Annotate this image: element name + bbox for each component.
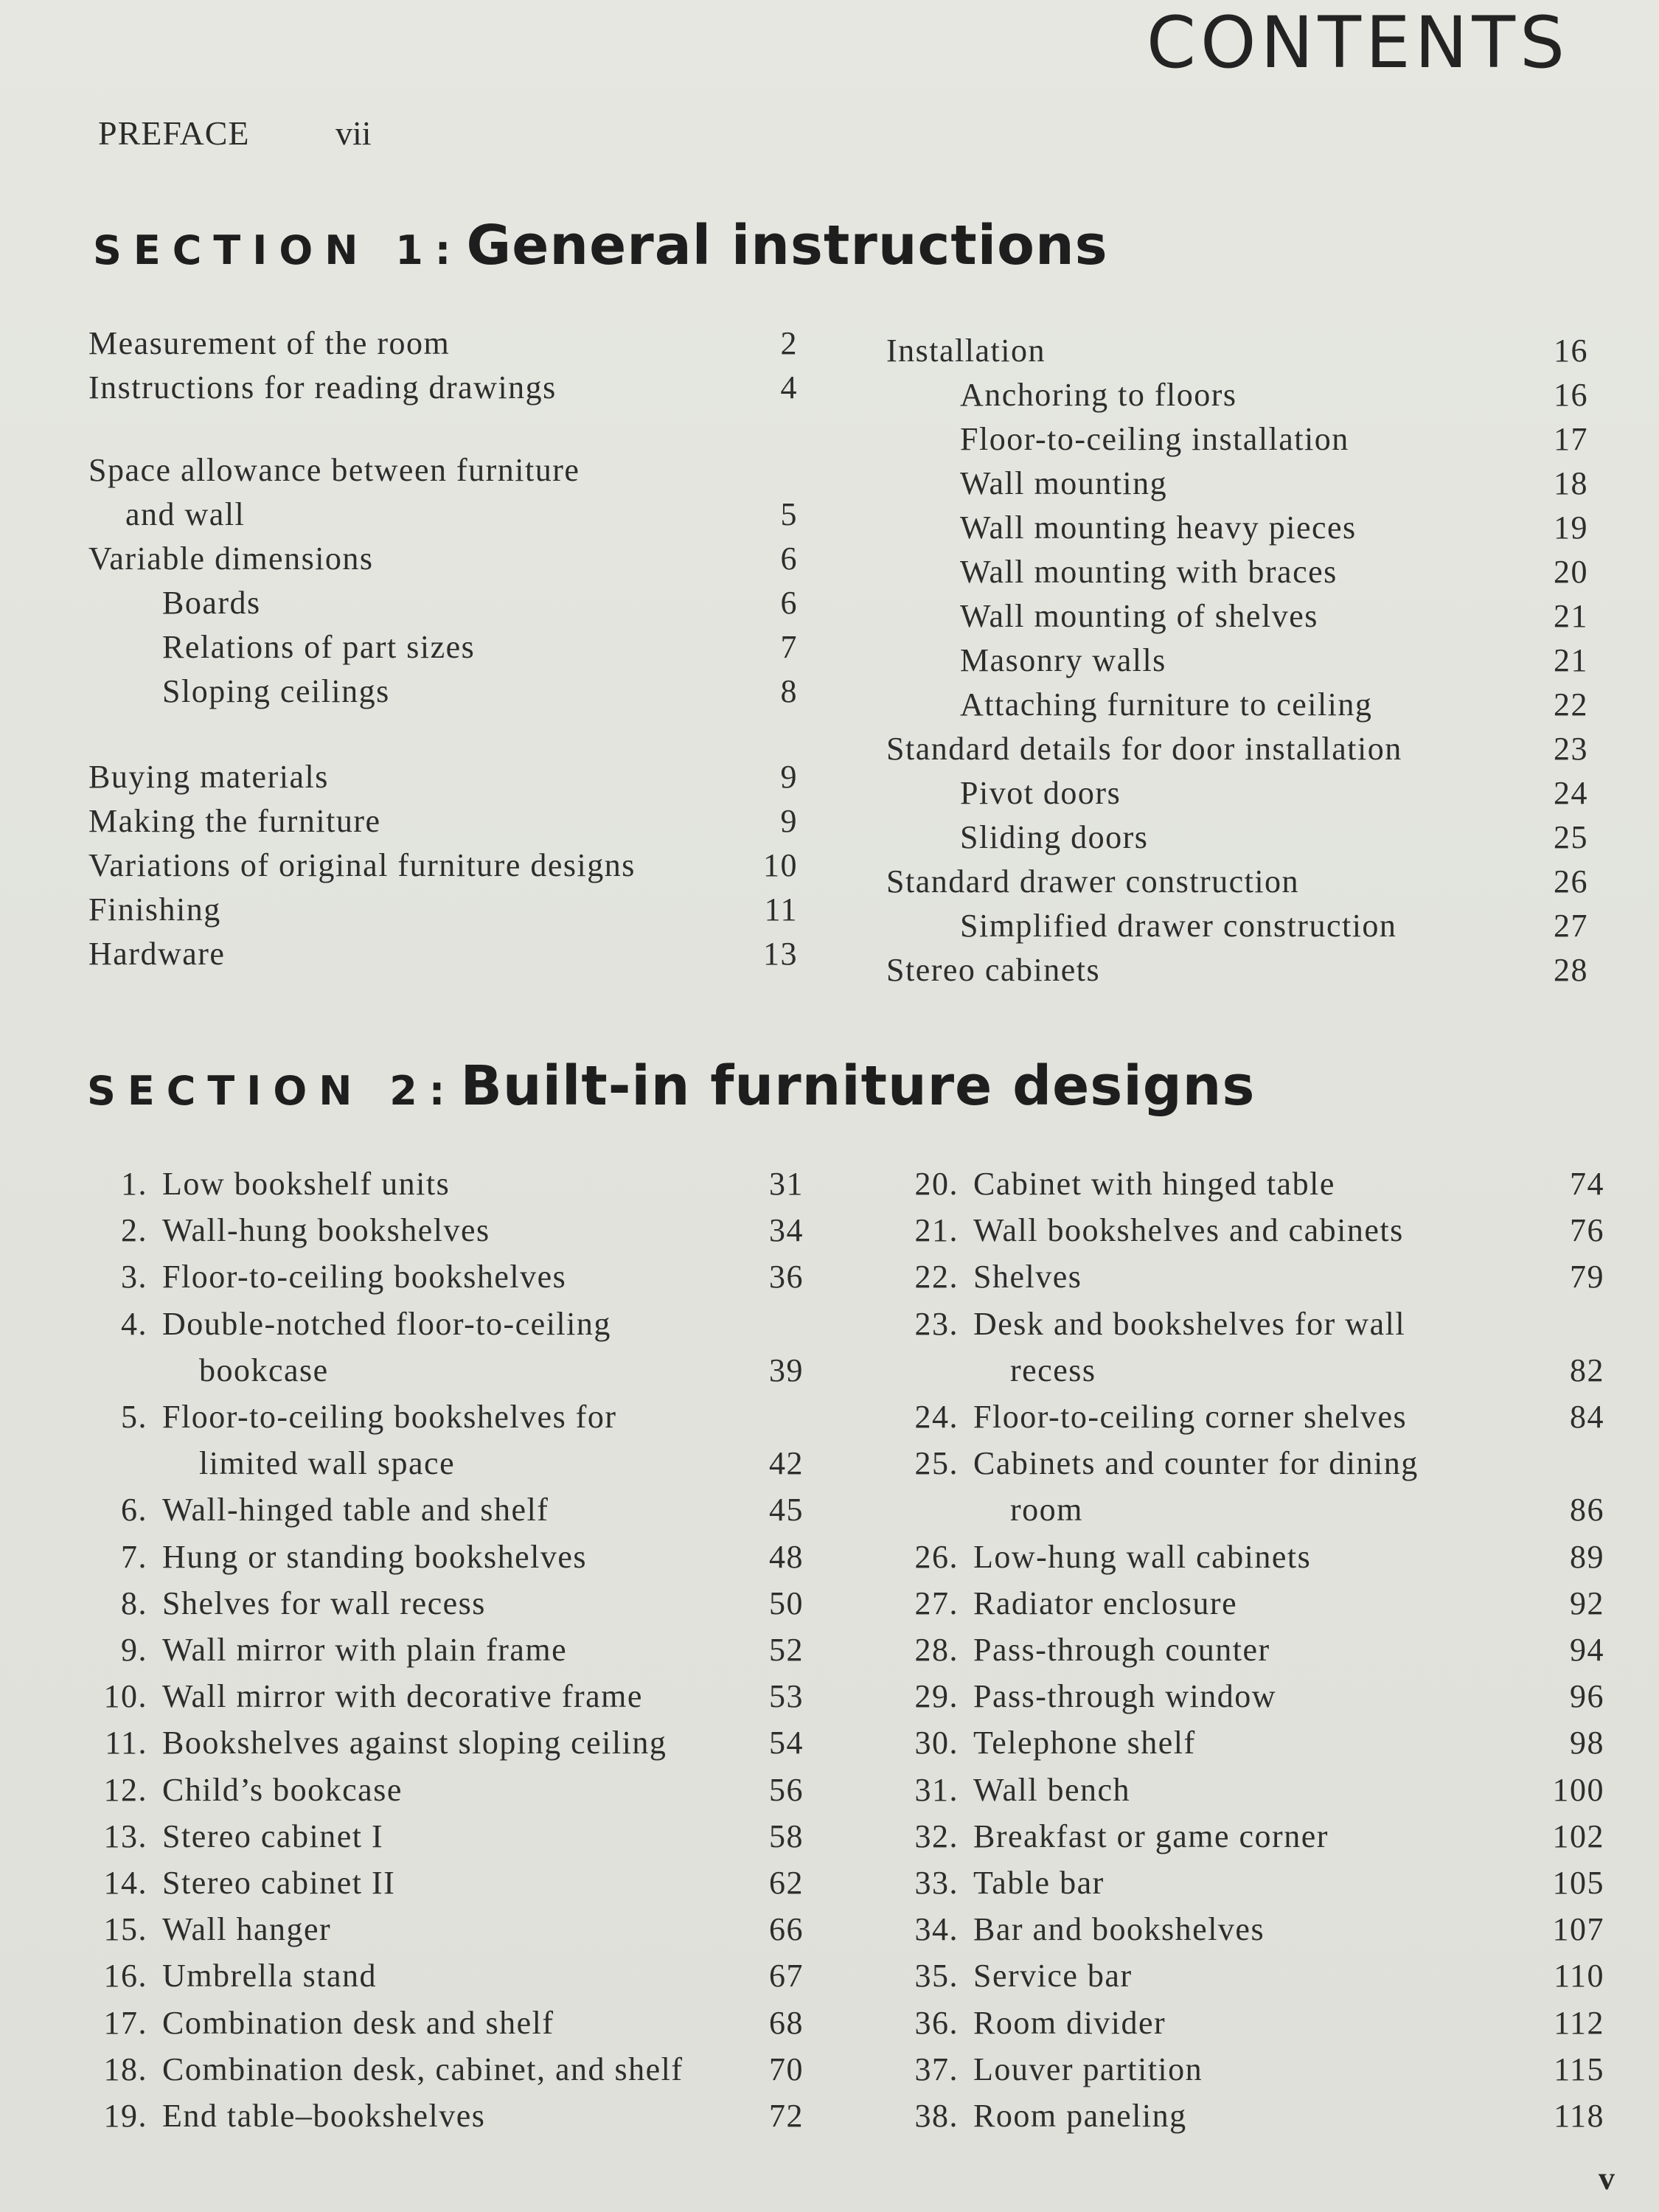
toc-design-number: 19. [103, 2098, 147, 2134]
toc-design-number: 17. [103, 2005, 147, 2041]
toc-design-title: Wall mirror with decorative frame [162, 1678, 643, 1714]
toc-entry-title: Hardware [88, 936, 226, 972]
toc-entry[interactable] [886, 774, 1588, 812]
toc-entry-title: Relations of part sizes [162, 629, 476, 665]
toc-entry[interactable] [886, 332, 1588, 369]
toc-design-page: 31 [769, 1166, 804, 1202]
section-1-title: General instructions [466, 214, 1108, 277]
toc-entry[interactable] [886, 509, 1588, 546]
toc-entry-page: 28 [1554, 952, 1588, 988]
toc-entry[interactable] [88, 324, 798, 362]
toc-entry[interactable] [886, 907, 1588, 945]
toc-entry-title: Variations of original furniture designs [88, 847, 636, 883]
toc-entry-title: Attaching furniture to ceiling [960, 686, 1373, 723]
toc-design-page: 39 [769, 1352, 804, 1388]
toc-design-number: 3. [121, 1259, 147, 1295]
toc-design-page: 53 [769, 1678, 804, 1714]
section-2-label: SECTION 2: [87, 1068, 457, 1114]
toc-entry[interactable] [88, 495, 798, 533]
toc-design-page: 115 [1554, 2051, 1604, 2087]
page-title: CONTENTS [1146, 1, 1569, 84]
toc-design-title: Hung or standing bookshelves [162, 1539, 588, 1575]
toc-entry-page: 13 [763, 936, 798, 972]
toc-design-page: 48 [769, 1539, 804, 1575]
toc-entry[interactable] [88, 540, 798, 577]
toc-entry-title: Wall mounting of shelves [960, 598, 1318, 634]
toc-entry[interactable] [88, 369, 798, 406]
toc-design-number: 23. [914, 1306, 959, 1342]
toc-design-number: 33. [914, 1865, 959, 1901]
toc-design-title: Wall mirror with plain frame [162, 1632, 568, 1668]
toc-design-title: Low-hung wall cabinets [973, 1539, 1312, 1575]
toc-entry-title: Variable dimensions [88, 540, 374, 577]
toc-design-number: 34. [914, 1911, 959, 1947]
toc-design-number: 9. [121, 1632, 147, 1668]
toc-entry-page: 6 [780, 585, 798, 621]
toc-design-number: 26. [914, 1539, 959, 1575]
toc-design-page: 68 [769, 2005, 804, 2041]
toc-design-number: 4. [121, 1306, 147, 1342]
toc-entry[interactable] [886, 863, 1588, 900]
toc-entry-page: 21 [1554, 642, 1588, 678]
preface-label: PREFACE [98, 114, 250, 152]
toc-design-title: Telephone shelf [973, 1725, 1196, 1761]
toc-entry-title: Standard drawer construction [886, 863, 1300, 900]
toc-design-title: Floor-to-ceiling corner shelves [973, 1399, 1408, 1435]
toc-entry-title: and wall [125, 496, 246, 532]
toc-entry[interactable] [88, 891, 798, 928]
toc-design-number: 24. [914, 1399, 959, 1435]
section-2-title: Built-in furniture designs [460, 1054, 1256, 1118]
toc-entry-page: 27 [1554, 908, 1588, 944]
toc-design-page: 118 [1554, 2098, 1604, 2134]
toc-design-title: Wall-hinged table and shelf [162, 1492, 549, 1528]
toc-entry-title: Floor-to-ceiling installation [960, 421, 1349, 457]
toc-design-number: 35. [914, 1958, 959, 1994]
toc-design-number: 25. [914, 1445, 959, 1481]
toc-design-page: 54 [769, 1725, 804, 1761]
toc-entry[interactable] [886, 376, 1588, 414]
toc-design-title: Cabinets and counter for dining [973, 1445, 1419, 1481]
toc-design-title: bookcase [199, 1352, 329, 1388]
toc-design-title: Desk and bookshelves for wall [973, 1306, 1406, 1342]
toc-design-title: Floor-to-ceiling bookshelves [162, 1259, 567, 1295]
toc-entry[interactable] [88, 584, 798, 622]
toc-design-title: Combination desk, cabinet, and shelf [162, 2051, 684, 2087]
section-1-heading [93, 214, 1108, 277]
toc-entry-page: 10 [763, 847, 798, 883]
toc-design-page: 94 [1570, 1632, 1604, 1668]
toc-entry-page: 20 [1554, 554, 1588, 590]
toc-design-page: 36 [769, 1259, 804, 1295]
toc-design-number: 8. [121, 1585, 147, 1621]
toc-design-number: 13. [103, 1818, 147, 1854]
toc-design-page: 50 [769, 1585, 804, 1621]
toc-design-number: 2. [121, 1212, 147, 1248]
preface-page: vii [335, 114, 372, 152]
toc-entry-title: Simplified drawer construction [960, 908, 1397, 944]
toc-design-title: Bar and bookshelves [973, 1911, 1265, 1947]
toc-design-number: 38. [914, 2098, 959, 2134]
toc-design-number: 14. [103, 1865, 147, 1901]
toc-design-page: 58 [769, 1818, 804, 1854]
toc-design-page: 45 [769, 1492, 804, 1528]
toc-design-title: Table bar [973, 1865, 1105, 1901]
toc-design-title: End table–bookshelves [162, 2098, 486, 2134]
toc-design-page: 70 [769, 2051, 804, 2087]
toc-design-page: 112 [1554, 2005, 1604, 2041]
toc-design-title: Bookshelves against sloping ceiling [162, 1725, 667, 1761]
toc-entry-page: 24 [1554, 775, 1588, 811]
toc-design-number: 37. [914, 2051, 959, 2087]
toc-design-page: 89 [1570, 1539, 1604, 1575]
toc-design-page: 67 [769, 1958, 804, 1994]
toc-entry-title: Finishing [88, 891, 221, 928]
toc-entry[interactable] [886, 420, 1588, 458]
toc-design-number: 30. [914, 1725, 959, 1761]
toc-design-number: 22. [914, 1259, 959, 1295]
toc-design-title: Child’s bookcase [162, 1772, 403, 1808]
toc-design-title: Wall hanger [162, 1911, 332, 1947]
toc-design-page: 98 [1570, 1725, 1604, 1761]
toc-entry[interactable] [88, 451, 798, 489]
toc-design-number: 5. [121, 1399, 147, 1435]
toc-design-number: 10. [103, 1678, 147, 1714]
toc-design-page: 82 [1570, 1352, 1604, 1388]
toc-design-number: 36. [914, 2005, 959, 2041]
toc-entry-page: 25 [1554, 819, 1588, 855]
toc-entry-page: 7 [780, 629, 798, 665]
toc-entry-title: Instructions for reading drawings [88, 369, 557, 406]
toc-design-title: recess [1010, 1352, 1096, 1388]
toc-entry-page: 8 [780, 673, 798, 709]
toc-design-title: Wall bookshelves and cabinets [973, 1212, 1404, 1248]
toc-design-number: 32. [914, 1818, 959, 1854]
toc-entry-title: Sloping ceilings [162, 673, 390, 709]
toc-entry-title: Pivot doors [960, 775, 1121, 811]
page-number: v [1599, 2160, 1615, 2197]
toc-entry-title: Buying materials [88, 759, 329, 795]
toc-entry-title: Sliding doors [960, 819, 1149, 855]
toc-entry-title: Boards [162, 585, 261, 621]
toc-entry[interactable] [886, 641, 1588, 679]
toc-entry-page: 17 [1554, 421, 1588, 457]
toc-design-page: 56 [769, 1772, 804, 1808]
toc-design-title: Cabinet with hinged table [973, 1166, 1335, 1202]
toc-design-number: 11. [105, 1725, 147, 1761]
toc-design-number: 6. [121, 1492, 147, 1528]
toc-entry[interactable] [88, 935, 798, 973]
toc-design-title: Wall-hung bookshelves [162, 1212, 490, 1248]
toc-entry-title: Standard details for door installation [886, 731, 1402, 767]
toc-entry-page: 26 [1554, 863, 1588, 900]
toc-design-title: Radiator enclosure [973, 1585, 1238, 1621]
toc-entry-page: 6 [780, 540, 798, 577]
toc-entry-page: 5 [780, 496, 798, 532]
toc-entry-title: Wall mounting heavy pieces [960, 509, 1357, 546]
toc-design-title: Double-notched floor-to-ceiling [162, 1306, 611, 1342]
toc-design-title: Room divider [973, 2005, 1166, 2041]
toc-design-page: 74 [1570, 1166, 1604, 1202]
toc-entry-page: 9 [780, 759, 798, 795]
toc-entry-title: Stereo cabinets [886, 952, 1101, 988]
toc-design-page: 86 [1570, 1492, 1604, 1528]
toc-design-number: 29. [914, 1678, 959, 1714]
toc-entry-page: 18 [1554, 465, 1588, 501]
toc-design-number: 27. [914, 1585, 959, 1621]
toc-entry[interactable] [886, 597, 1588, 635]
toc-entry[interactable] [88, 846, 798, 884]
toc-entry-page: 11 [764, 891, 798, 928]
toc-design-number: 21. [914, 1212, 959, 1248]
toc-design-page: 92 [1570, 1585, 1604, 1621]
toc-entry-title: Installation [886, 333, 1046, 369]
toc-entry-page: 21 [1554, 598, 1588, 634]
toc-entry[interactable] [88, 802, 798, 840]
toc-design-page: 62 [769, 1865, 804, 1901]
toc-design-number: 7. [121, 1539, 147, 1575]
toc-design-page: 100 [1552, 1772, 1604, 1808]
toc-design-title: room [1010, 1492, 1083, 1528]
toc-entry-page: 4 [780, 369, 798, 406]
toc-design-title: Low bookshelf units [162, 1166, 451, 1202]
toc-entry[interactable] [886, 951, 1588, 989]
toc-entry-title: Measurement of the room [88, 325, 451, 361]
toc-entry[interactable] [886, 553, 1588, 591]
toc-design-title: Combination desk and shelf [162, 2005, 554, 2041]
toc-design-number: 31. [914, 1772, 959, 1808]
toc-design-title: Shelves for wall recess [162, 1585, 486, 1621]
toc-entry-page: 22 [1554, 686, 1588, 723]
toc-entry-page: 19 [1554, 509, 1588, 546]
toc-design-page: 79 [1570, 1259, 1604, 1295]
toc-design-number: 1. [121, 1166, 147, 1202]
toc-entry[interactable] [88, 628, 798, 666]
toc-entry-page: 16 [1554, 333, 1588, 369]
toc-design-number: 20. [914, 1166, 959, 1202]
toc-design-number: 28. [914, 1632, 959, 1668]
toc-entry[interactable] [88, 672, 798, 710]
toc-design-title: Stereo cabinet II [162, 1865, 396, 1901]
toc-design-title: limited wall space [199, 1445, 456, 1481]
toc-entry-title: Masonry walls [960, 642, 1166, 678]
toc-design-title: Umbrella stand [162, 1958, 378, 1994]
toc-design-page: 66 [769, 1911, 804, 1947]
toc-entry-page: 23 [1554, 731, 1588, 767]
toc-design-number: 18. [103, 2051, 147, 2087]
toc-design-number: 16. [103, 1958, 147, 1994]
toc-design-title: Service bar [973, 1958, 1133, 1994]
toc-entry[interactable] [886, 730, 1588, 768]
toc-entry-page: 9 [780, 803, 798, 839]
toc-design-page: 105 [1552, 1865, 1604, 1901]
toc-design-page: 72 [769, 2098, 804, 2134]
toc-design-title: Stereo cabinet I [162, 1818, 384, 1854]
toc-entry-title: Wall mounting with braces [960, 554, 1338, 590]
section-1-label: SECTION 1: [93, 227, 463, 274]
toc-design-title: Wall bench [973, 1772, 1131, 1808]
toc-entry-title: Wall mounting [960, 465, 1168, 501]
toc-design-title: Pass-through counter [973, 1632, 1270, 1668]
toc-design-title: Pass-through window [973, 1678, 1277, 1714]
toc-entry[interactable] [886, 465, 1588, 502]
toc-entry-title: Making the furniture [88, 803, 381, 839]
toc-design-title: Floor-to-ceiling bookshelves for [162, 1399, 617, 1435]
toc-entry-title: Anchoring to floors [960, 377, 1237, 413]
toc-design-page: 76 [1570, 1212, 1604, 1248]
toc-design-page: 84 [1570, 1399, 1604, 1435]
section-2-heading [87, 1054, 1255, 1118]
toc-entry[interactable] [886, 818, 1588, 856]
toc-entry[interactable] [88, 758, 798, 796]
toc-design-title: Shelves [973, 1259, 1082, 1295]
preface-entry[interactable] [98, 114, 372, 153]
toc-entry-page: 16 [1554, 377, 1588, 413]
toc-design-page: 34 [769, 1212, 804, 1248]
toc-entry[interactable] [886, 686, 1588, 723]
toc-design-page: 110 [1554, 1958, 1604, 1994]
toc-design-page: 107 [1552, 1911, 1604, 1947]
toc-design-page: 42 [769, 1445, 804, 1481]
toc-design-page: 52 [769, 1632, 804, 1668]
toc-design-title: Louver partition [973, 2051, 1203, 2087]
toc-entry-title: Space allowance between furniture [88, 452, 580, 488]
toc-design-title: Breakfast or game corner [973, 1818, 1329, 1854]
toc-design-number: 12. [103, 1772, 147, 1808]
toc-design-number: 15. [103, 1911, 147, 1947]
toc-design-page: 102 [1552, 1818, 1604, 1854]
toc-design-title: Room paneling [973, 2098, 1187, 2134]
toc-entry-page: 2 [780, 325, 798, 361]
toc-design-page: 96 [1570, 1678, 1604, 1714]
